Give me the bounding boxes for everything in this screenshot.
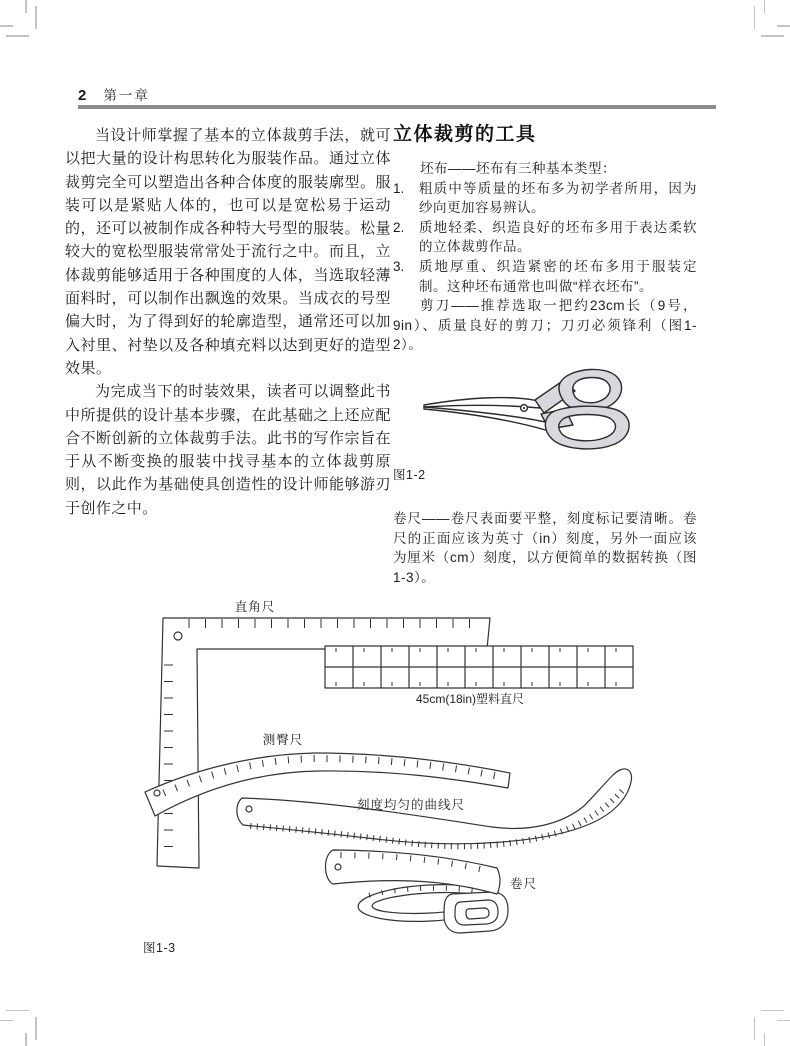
tape-measure xyxy=(325,850,508,933)
label-hip-curve: 测臀尺 xyxy=(262,733,304,747)
crop-mark xyxy=(761,1010,784,1012)
figure3-caption: 图1-3 xyxy=(143,941,176,955)
body-paragraph: 当设计师掌握了基本的立体裁剪手法，就可以把大量的设计构思转化为服装作品。通过立体裁剪完全可以塑造出各种合体度的服装廓型。服装可以是紧贴人体的，也可以是宽松易于运动的，还可以被制作成各种特大号型的服装。松量较大的宽松型服装常常处于流行之中。而且，立体裁剪能够适用于各种围度的人体，当选取轻薄面料时，可以制作出飘逸的效果。当成衣的号型偏大时，为了得到好的轮廓造型，通常还可以加入衬里、衬垫以及各种填充料以达到更好的造型效果。 xyxy=(65,127,391,377)
page-number: 2 xyxy=(78,87,87,104)
crop-mark xyxy=(764,1033,766,1046)
crop-mark xyxy=(777,25,790,27)
crop-mark xyxy=(25,1033,27,1046)
crop-mark xyxy=(0,1020,13,1022)
list-item-number: 3. xyxy=(393,258,405,274)
crop-mark xyxy=(25,0,27,13)
scissors-handle-upper xyxy=(559,369,622,411)
list-item-text: 粗质中等质量的坯布多为初学者所用，因为纱向更加容易辨认。 xyxy=(419,180,697,216)
header-rule xyxy=(78,105,716,109)
label-straight-ruler: 45cm(18in)塑料直尺 xyxy=(415,692,525,706)
figure-scissors xyxy=(393,367,697,483)
crop-mark xyxy=(754,1017,756,1040)
figure-rulers xyxy=(100,592,700,952)
body-paragraph: 为完成当下的时装效果，读者可以调整此书中所提供的设计基本步骤，在此基础之上还应配合不断创新的立体裁剪手法。此书的写作宗旨在于从不断变换的服装中找寻基本的立体裁剪原则，以此作为基础使具创造性的设计师能够游刃于创作之中。 xyxy=(65,383,391,517)
tape-measure-paragraph: 卷尺——卷尺表面要平整，刻度标记要清晰。卷尺的正面应该为英寸（in）刻度，另外一面应该为厘米（cm）刻度，以方便简单的数据转换（图1-3）。 xyxy=(393,510,697,585)
crop-mark xyxy=(35,6,37,29)
left-column xyxy=(65,124,391,520)
label-l-square: 直角尺 xyxy=(234,600,276,614)
scissors-screw-dot xyxy=(523,407,525,409)
crop-mark xyxy=(35,1017,37,1040)
crop-mark xyxy=(6,1010,29,1012)
muslin-intro: 坯布——坯布有三种基本类型： xyxy=(420,161,616,176)
list-item-number: 1. xyxy=(393,180,405,196)
scissors-handle-lower xyxy=(545,406,629,449)
muslin-type-list xyxy=(393,179,697,297)
crop-mark xyxy=(6,35,29,37)
figure2-caption: 图1-2 xyxy=(393,467,426,482)
list-item xyxy=(393,179,697,218)
list-item-text: 质地厚重、织造紧密的坯布多用于服装定制。这种坯布通常也叫做“样衣坯布”。 xyxy=(419,258,697,294)
list-item xyxy=(393,257,697,296)
crop-mark xyxy=(761,35,784,37)
crop-mark xyxy=(764,0,766,13)
section-heading: 立体裁剪的工具 xyxy=(393,124,537,145)
straight-ruler xyxy=(325,646,633,688)
right-column xyxy=(393,122,697,587)
crop-mark xyxy=(754,6,756,29)
crop-mark xyxy=(0,25,13,27)
label-tape-measure: 卷尺 xyxy=(510,877,538,891)
crop-mark xyxy=(777,1020,790,1022)
scissors-blade-lower xyxy=(424,407,550,430)
page-header xyxy=(78,84,150,105)
list-item xyxy=(393,218,697,257)
scissors-illustration xyxy=(393,367,693,459)
list-item-text: 质地轻柔、织造良好的坯布多用于表达柔软的立体裁剪作品。 xyxy=(419,219,697,255)
chapter-title: 第一章 xyxy=(103,88,150,103)
scissors-paragraph: 剪刀——推荐选取一把约23cm长（9号，9in）、质量良好的剪刀；刀刃必须锋利（图1-2）。 xyxy=(393,298,697,353)
list-item-number: 2. xyxy=(393,219,405,235)
label-curve-ruler: 刻度均匀的曲线尺 xyxy=(356,798,466,812)
